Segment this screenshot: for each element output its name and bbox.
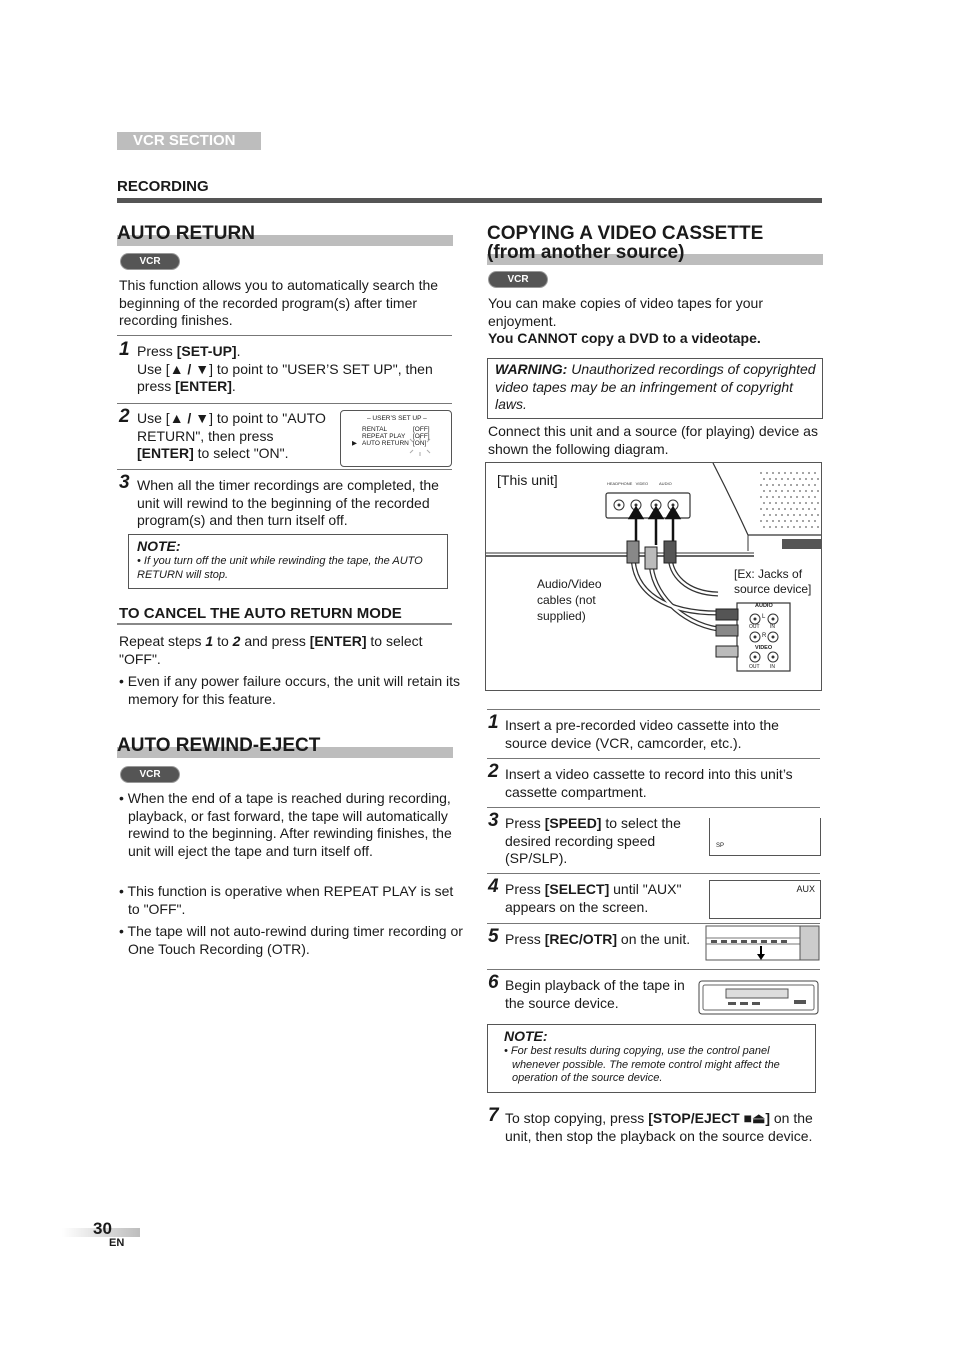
step-text: To stop copying, press	[505, 1110, 649, 1126]
step-text: Press	[505, 815, 545, 831]
key-label: [SELECT]	[544, 881, 610, 897]
step-number: 2	[488, 761, 499, 782]
divider	[117, 469, 452, 470]
menu-value: [ON]	[413, 440, 427, 447]
divider	[487, 709, 820, 710]
copy-step4	[505, 881, 705, 916]
header-rule	[117, 198, 822, 203]
vcr-badge: VCR	[120, 766, 180, 783]
copying-title-1: COPYING A VIDEO CASSETTE	[487, 223, 764, 244]
cancel-text	[119, 633, 454, 668]
step-number: 1	[488, 712, 499, 733]
warning-text: Unauthorized recordings of copyrighted video tapes may be an infringement of copyright laws.	[495, 361, 816, 412]
page-number: 30	[93, 1219, 112, 1238]
text: and press	[240, 633, 310, 649]
video-label: VIDEO	[755, 645, 773, 651]
step-ref: 2	[232, 633, 241, 649]
step-text: on the unit, then stop the playback on the source device.	[505, 1110, 813, 1144]
key-label: [SPEED]	[544, 815, 602, 831]
audio-label: AUDIO	[755, 603, 773, 609]
step-number: 5	[488, 926, 499, 947]
note-body: • For best results during copying, use the control panel whenever possible. The remote control might affect the operation of the source device.	[504, 1045, 780, 1084]
divider	[487, 873, 820, 874]
vcr-badge: VCR	[120, 253, 180, 270]
auto-rewind-bullet-3: • The tape will not auto-rewind during timer recording or One Touch Recording (OTR).	[119, 923, 463, 957]
copying-note	[487, 1024, 816, 1093]
copying-intro: You can make copies of video tapes for your enjoyment.	[488, 295, 763, 329]
cancel-rule	[117, 623, 452, 625]
step-number: 2	[119, 406, 130, 427]
key-label: [ENTER]	[309, 633, 367, 649]
auto-return-step2	[137, 410, 333, 463]
step-number: 3	[119, 472, 130, 493]
copying-cannot: You CANNOT copy a DVD to a videotape.	[488, 330, 761, 346]
speed-indicator: SP	[716, 843, 725, 849]
copying-connect: Connect this unit and a source (for playing) device as shown the following diagram.	[488, 423, 818, 457]
text: to select "OFF".	[119, 633, 423, 667]
key-label: [ENTER]	[175, 378, 232, 394]
stop-eject-icon: ■⏏	[743, 1110, 766, 1126]
step-number: 6	[488, 972, 499, 993]
text: to	[213, 633, 233, 649]
step-text: .	[231, 378, 236, 394]
copy-step7	[505, 1110, 815, 1145]
section-tag	[117, 132, 261, 150]
copy-step5	[505, 931, 705, 949]
warning-box	[487, 358, 823, 419]
in-label: IN	[770, 624, 775, 630]
note-body: • If you turn off the unit while rewinding the tape, the AUTO RETURN will stop.	[137, 555, 423, 581]
arrow-keys: ▲ / ▼	[169, 410, 210, 426]
step-number: 7	[488, 1105, 499, 1126]
cancel-bullet: • Even if any power failure occurs, the unit will retain its memory for this feature.	[119, 673, 461, 707]
step-number: 3	[488, 810, 499, 831]
subsection-title: RECORDING	[117, 178, 209, 195]
warning-label: WARNING:	[495, 361, 568, 377]
menu-row: REPEAT PLAY	[362, 433, 406, 440]
step-text: to select "ON".	[193, 445, 289, 461]
step-text: Use [	[137, 360, 170, 377]
step-text: Press	[505, 931, 545, 947]
vcr-badge: VCR	[488, 271, 548, 288]
step-text: on the unit.	[617, 931, 691, 947]
step-text: Use [	[137, 410, 170, 426]
this-unit-label: [This unit]	[497, 472, 558, 488]
copy-step2: Insert a video cassette to record into this unit’s cassette compartment.	[505, 766, 793, 800]
auto-rewind-title: AUTO REWIND-EJECT	[117, 735, 321, 756]
menu-row: AUTO RETURN	[362, 440, 409, 447]
key-label: [STOP/EJECT	[648, 1110, 744, 1126]
key-label: ]	[765, 1110, 770, 1126]
step-text: until "AUX" appears on the screen.	[505, 881, 682, 915]
speed-display	[709, 818, 821, 856]
auto-return-note	[128, 534, 448, 589]
menu-title: – USER’S SET UP –	[367, 415, 427, 422]
language-code: EN	[109, 1237, 125, 1249]
divider	[117, 403, 452, 404]
menu-value: [OFF]	[413, 433, 430, 440]
step-ref: 1	[205, 633, 214, 649]
copy-step3	[505, 815, 705, 868]
divider	[487, 758, 820, 759]
r-label: R	[762, 633, 767, 639]
divider	[117, 335, 452, 336]
aux-display	[709, 880, 821, 919]
connection-diagram	[485, 462, 822, 691]
section-label: VCR SECTION	[133, 132, 236, 149]
auto-rewind-bullet-2: • This function is operative when REPEAT PLAY is set to "OFF".	[119, 883, 454, 917]
in-label: IN	[770, 664, 775, 670]
step-text: .	[236, 343, 241, 359]
cables-label: Audio/Video cables (not supplied)	[537, 577, 602, 623]
cursor-icon: ▶	[352, 440, 357, 447]
auto-return-step1	[137, 343, 437, 396]
divider	[487, 969, 820, 970]
note-title: NOTE:	[137, 538, 181, 554]
note-title: NOTE:	[504, 1028, 548, 1044]
ex-jacks-label: [Ex: Jacks of source device]	[734, 567, 812, 596]
auto-return-title: AUTO RETURN	[117, 223, 255, 244]
step-number: 4	[488, 876, 499, 897]
source-vcr-icon	[698, 980, 820, 1016]
unit-front-panel-icon	[705, 924, 821, 964]
divider	[487, 807, 820, 808]
auto-return-step3: When all the timer recordings are completed, the unit will rewind to the beginning of the recorded program(s) and then turn itself off.	[137, 477, 439, 528]
auto-return-intro: This function allows you to automatically search the beginning of the recorded program(s) after timer recording finishes.	[119, 277, 439, 328]
panel-label: HEADPHONE VIDEO AUDIO	[607, 481, 672, 486]
step-text: Press	[137, 343, 177, 359]
key-label: [SET-UP]	[176, 343, 237, 359]
step-number: 1	[119, 339, 130, 360]
copying-title-2: (from another source)	[487, 242, 685, 263]
aux-indicator: AUX	[796, 884, 815, 894]
step-text: to select the desired recording speed (SP/SLP).	[505, 815, 681, 866]
step-text: ] to point to "USER’S SET UP", then press	[137, 360, 433, 394]
copy-step6: Begin playback of the tape in the source device.	[505, 977, 685, 1011]
auto-rewind-bullet-1: • When the end of a tape is reached during recording, playback, or fast forward, the tape will automatically rewind to the beginning. After rewinding finishes, the unit will eject the tape and turn itself off.	[119, 790, 452, 859]
key-label: [ENTER]	[137, 445, 194, 461]
text: Repeat steps	[119, 633, 206, 649]
step-text: Press	[505, 881, 545, 897]
l-label: L	[762, 614, 766, 620]
step-text: ] to point to "AUTO RETURN", then press	[137, 410, 326, 444]
copy-step1: Insert a pre-recorded video cassette into the source device (VCR, camcorder, etc.).	[505, 717, 779, 751]
menu-value: [OFF]	[413, 426, 430, 433]
key-label: [REC/OTR]	[544, 931, 618, 947]
out-label: OUT	[749, 624, 760, 630]
arrow-keys: ▲ / ▼	[169, 360, 210, 377]
out-label: OUT	[749, 664, 760, 670]
cancel-title: TO CANCEL THE AUTO RETURN MODE	[119, 605, 402, 622]
menu-row: RENTAL	[362, 426, 388, 433]
menu-screen	[340, 410, 452, 467]
flash-icon	[407, 436, 433, 456]
